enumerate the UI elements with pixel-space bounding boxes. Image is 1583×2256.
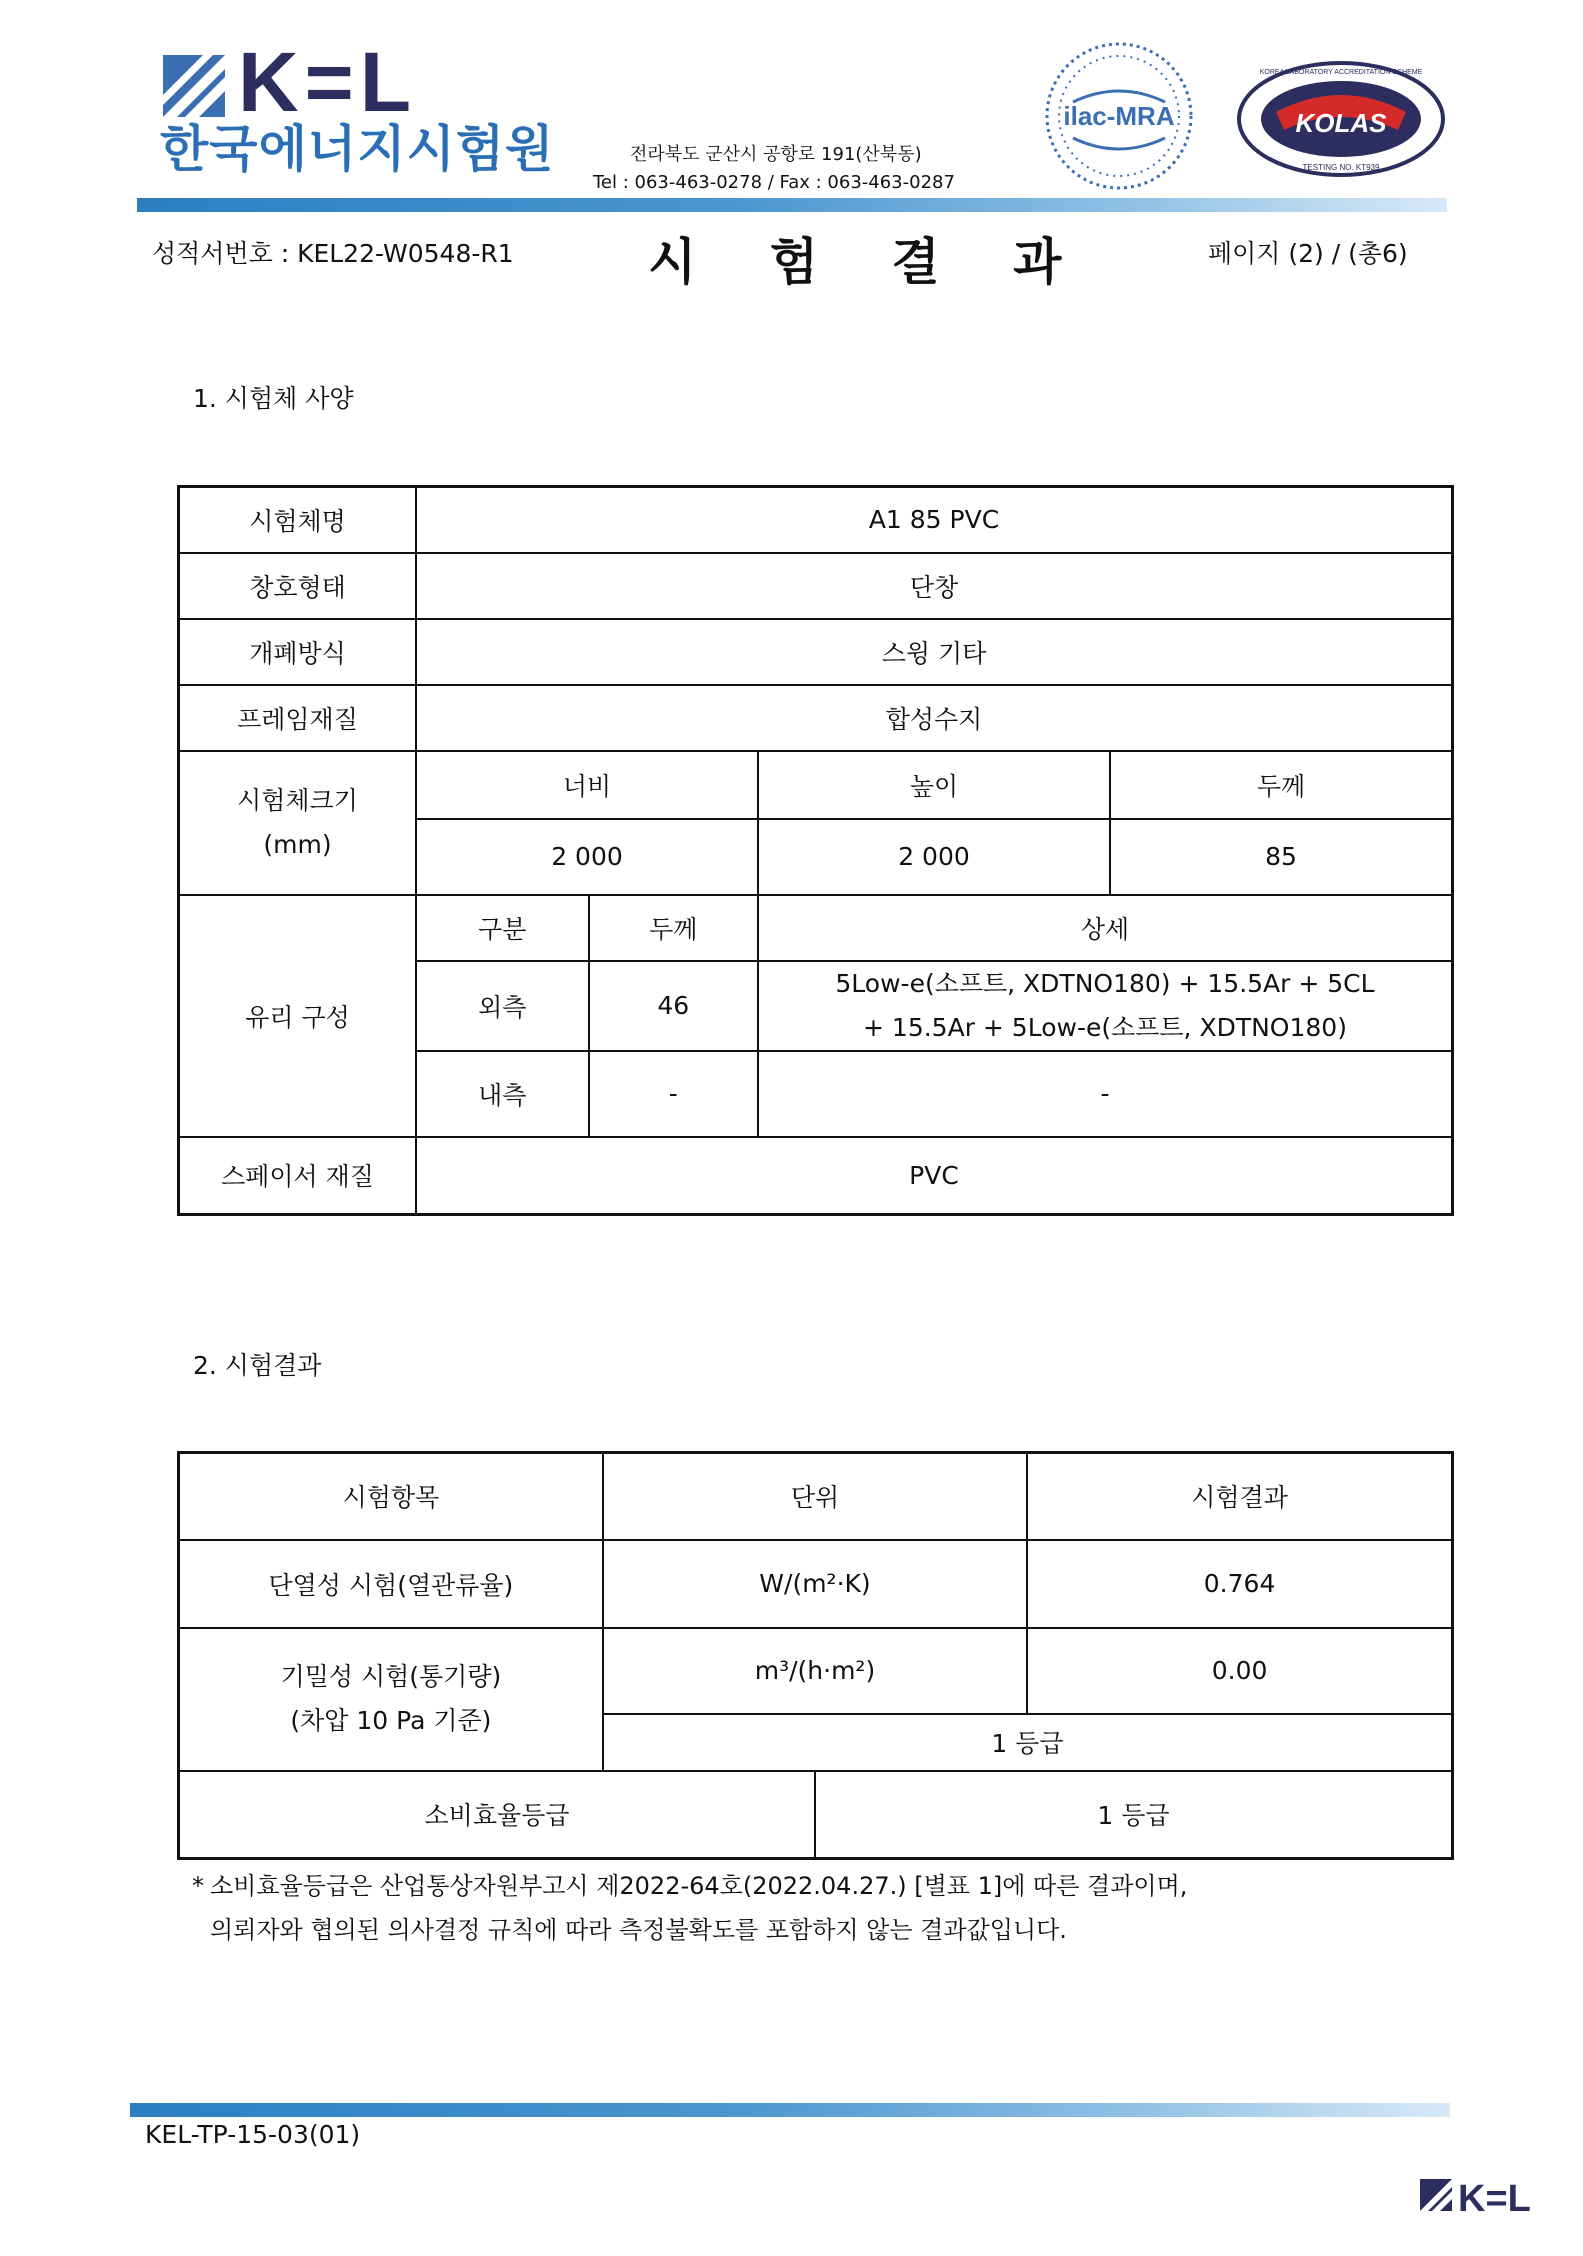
- airtight-item: [179, 1628, 603, 1771]
- ilac-mra-logo-icon: [1043, 40, 1195, 192]
- glass-outer-detail-line1: 5Low-e(소프트, XDTNO180) + 15.5Ar + 5CL: [835, 968, 1375, 998]
- kolas-logo-icon: [1236, 60, 1446, 178]
- result-col-item: 시험항목: [179, 1453, 603, 1540]
- airtight-result: 0.00: [1027, 1628, 1452, 1714]
- spec-open-value: 스윙 기타: [416, 619, 1453, 685]
- kel-logo-text: K=L: [238, 35, 418, 129]
- result-col-result: 시험결과: [1027, 1453, 1452, 1540]
- thermal-result: 0.764: [1027, 1540, 1452, 1628]
- glass-inner-thickness: -: [589, 1051, 758, 1137]
- glass-col-thickness: 두께: [589, 895, 758, 961]
- glass-inner-detail: -: [758, 1051, 1453, 1137]
- header-divider-bar: [137, 198, 1447, 212]
- spec-height-value: 2 000: [758, 819, 1110, 895]
- org-contact: Tel : 063-463-0278 / Fax : 063-463-0287: [593, 172, 955, 193]
- glass-col-kind: 구분: [416, 895, 589, 961]
- efficiency-grade-value: 1 등급: [815, 1771, 1453, 1859]
- kolas-text: KOLAS: [1295, 108, 1387, 138]
- section-2-title: 2. 시험결과: [193, 1351, 322, 1380]
- report-number: 성적서번호 : KEL22-W0548-R1: [152, 239, 514, 268]
- airtight-item-line2: (차압 10 Pa 기준): [290, 1706, 492, 1735]
- glass-inner-label: 내측: [416, 1051, 589, 1137]
- spec-width-value: 2 000: [416, 819, 758, 895]
- spec-name-value: A1 85 PVC: [416, 487, 1453, 553]
- footnote-line-2: 의뢰자와 협의된 의사결정 규칙에 따라 측정불확도를 포함하지 않는 결과값입니다.: [210, 1916, 1067, 1944]
- spec-width-header: 너비: [416, 751, 758, 819]
- airtight-item-line1: 기밀성 시험(통기량): [280, 1662, 502, 1691]
- glass-outer-detail: [758, 961, 1453, 1051]
- spec-height-header: 높이: [758, 751, 1110, 819]
- footnote-star: *: [192, 1872, 204, 1900]
- spec-size-label-line2: (mm): [263, 829, 332, 859]
- result-footnote: [192, 1864, 1188, 1952]
- spec-type-label: 창호형태: [179, 553, 417, 619]
- glass-outer-detail-line2: + 15.5Ar + 5Low-e(소프트, XDTNO180): [863, 1012, 1347, 1042]
- glass-col-detail: 상세: [758, 895, 1453, 961]
- kel-logo-mark-icon: [163, 55, 225, 117]
- footer-kel-logo-icon: [1420, 2175, 1560, 2215]
- glass-config-label: 유리 구성: [179, 895, 417, 1137]
- airtight-unit: m³/(h·m²): [603, 1628, 1027, 1714]
- spec-name-label: 시험체명: [179, 487, 417, 553]
- footer-logo-text: K=L: [1458, 2178, 1531, 2215]
- airtight-grade: 1 등급: [603, 1714, 1453, 1771]
- org-address: 전라북도 군산시 공항로 191(산북동): [630, 144, 922, 165]
- test-result-table: [177, 1451, 1454, 1860]
- page-number: 페이지 (2) / (총6): [1208, 239, 1408, 268]
- org-name-korean: 한국에너지시험원: [160, 120, 555, 178]
- spec-type-value: 단창: [416, 553, 1453, 619]
- spec-depth-header: 두께: [1110, 751, 1453, 819]
- footer-divider-bar: [130, 2103, 1450, 2117]
- glass-outer-thickness: 46: [589, 961, 758, 1051]
- result-col-unit: 단위: [603, 1453, 1027, 1540]
- ilac-text: ilac-MRA: [1063, 101, 1175, 131]
- spec-size-label-line1: 시험체크기: [237, 785, 358, 815]
- spacer-material-value: PVC: [416, 1137, 1453, 1215]
- glass-outer-label: 외측: [416, 961, 589, 1051]
- spec-size-label: [179, 751, 417, 895]
- thermal-unit: W/(m²·K): [603, 1540, 1027, 1628]
- page-title: 시 험 결 과: [648, 232, 1090, 291]
- form-code: KEL-TP-15-03(01): [145, 2120, 361, 2149]
- spacer-material-label: 스페이서 재질: [179, 1137, 417, 1215]
- spec-depth-value: 85: [1110, 819, 1453, 895]
- spec-open-label: 개폐방식: [179, 619, 417, 685]
- footnote-line-1: 소비효율등급은 산업통상자원부고시 제2022-64호(2022.04.27.) [별표 1]에 따른 결과이며,: [210, 1872, 1188, 1900]
- specimen-spec-table: [177, 485, 1454, 1216]
- thermal-item: 단열성 시험(열관류율): [179, 1540, 603, 1628]
- kolas-no-text: TESTING NO. KT939: [1302, 163, 1380, 172]
- spec-frame-value: 합성수지: [416, 685, 1453, 751]
- efficiency-grade-label: 소비효율등급: [179, 1771, 815, 1859]
- spec-frame-label: 프레임재질: [179, 685, 417, 751]
- section-1-title: 1. 시험체 사양: [193, 384, 354, 413]
- kolas-ring-text: KOREA LABORATORY ACCREDITATION SCHEME: [1259, 69, 1423, 76]
